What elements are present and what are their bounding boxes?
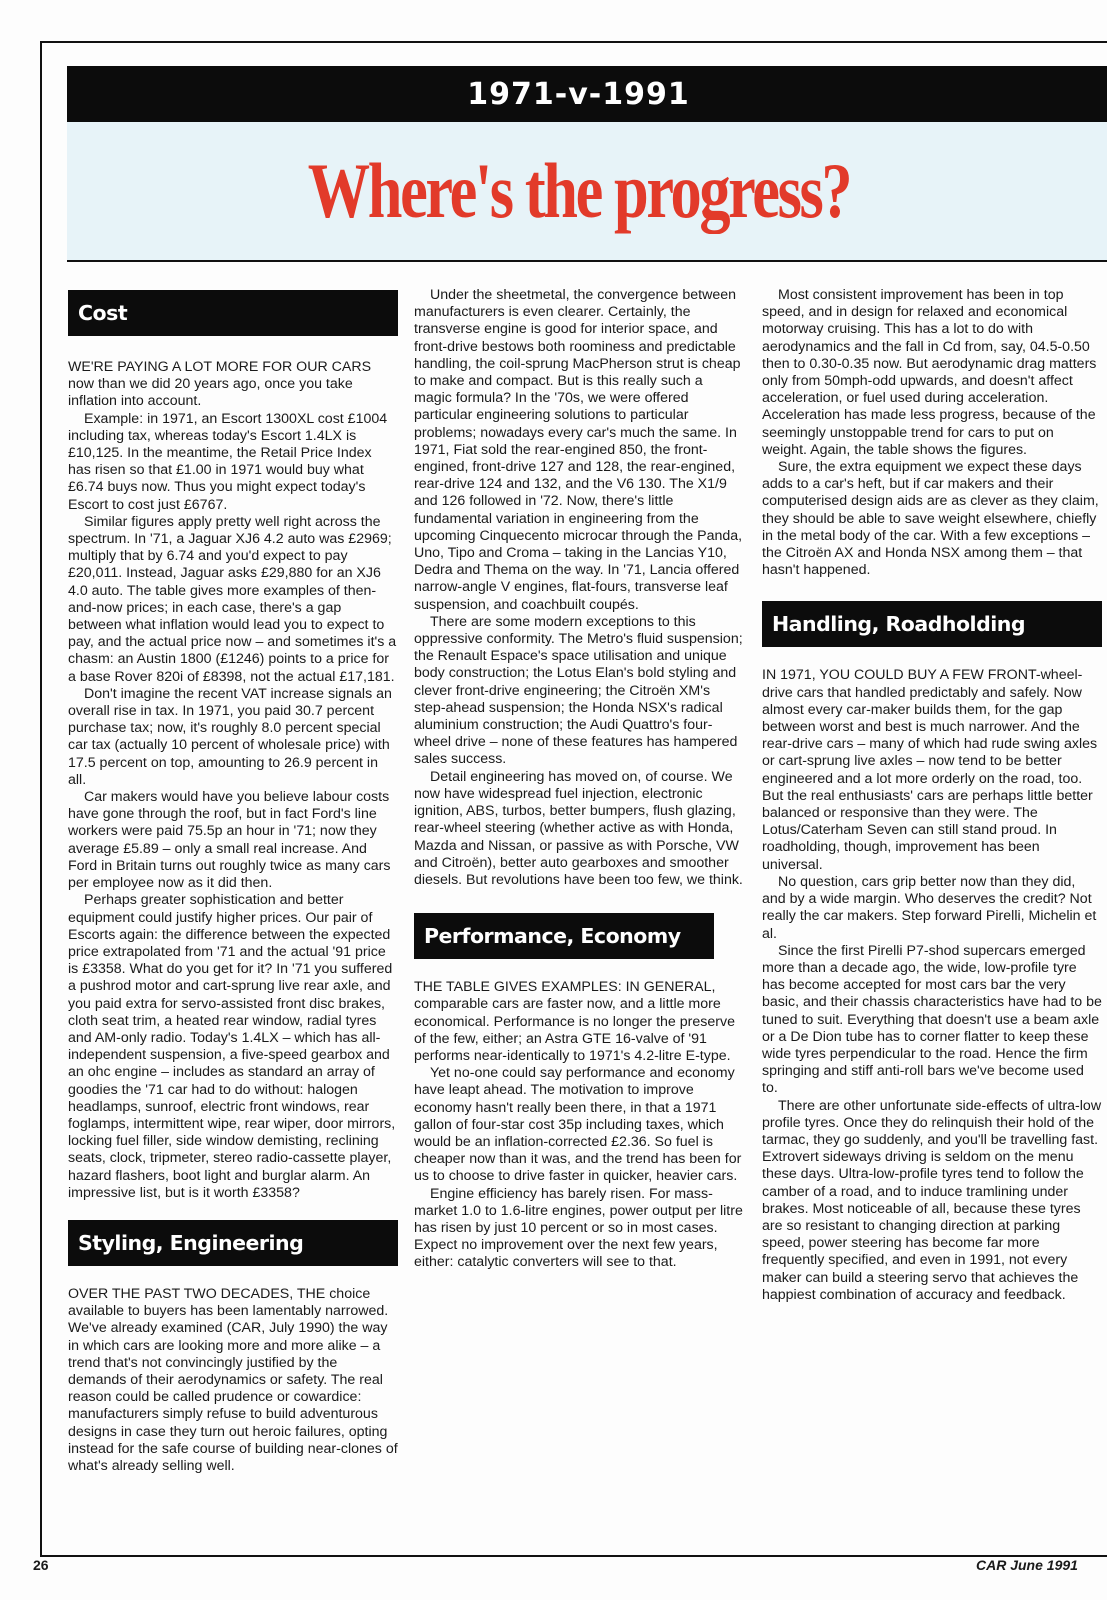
section-heading-styling: Styling, Engineering xyxy=(68,1220,398,1266)
kicker-bar xyxy=(67,66,1107,122)
body-paragraph: Similar figures apply pretty well right across the spectrum. In '71, a Jaguar XJ6 4.2 auto was £2969; multiply that by 6.74 and you'd expect to pay £20,011. Instead, Jaguar asks £29,880 for an XJ6 4.0 auto. The table gives more examples of then-and-now prices; in each case, there's a gap between what inflation would lead you to expect to pay, and the actual price now – and sometimes it's a chasm: an Austin 1800 (£1246) points to a price for a base Rover 820i of £8398, not the actual £17,181. xyxy=(68,513,397,685)
body-paragraph: There are other unfortunate side-effects of ultra-low profile tyres. Once they do relinquish their hold of the tarmac, they go suddenly, and you'll be travelling fast. Extrovert sideways driving is seldom on the menu these days. Ultra-low-profile tyres tend to follow the camber of a road, and to induce tramlining under brakes. Most noticeable of all, because these tyres are so resistant to changing direction at parking speed, power steering has become far more frequently specified, and even in 1991, not every maker can build a steering servo that achieves the happiest combination of accuracy and feedback. xyxy=(762,1097,1102,1303)
body-paragraph: Engine efficiency has barely risen. For mass-market 1.0 to 1.6-litre engines, power output per litre has risen by just 10 percent or so in most cases. Expect no improvement over the next few years, either: catalytic converters will see to that. xyxy=(414,1185,743,1271)
kicker: 1971-v-1991 xyxy=(467,76,690,112)
body-paragraph: Example: in 1971, an Escort 1300XL cost £1004 including tax, whereas today's Escort 1.4LX is £10,125. In the meantime, the Retail Price Index has risen so that £1.00 in 1971 would buy what £6.74 buys now. Thus you might expect today's Escort to cost just £6767. xyxy=(68,410,388,513)
issue-line: CAR June 1991 xyxy=(976,1557,1078,1573)
section-heading-performance: Performance, Economy xyxy=(414,913,714,959)
body-paragraph: Sure, the extra equipment we expect these days adds to a car's heft, but if car makers and their computerised design aids are as clever as they claim, they should be able to save weight elsewhere, chiefly in the metal body of the car. With a few exceptions – the Citroën AX and Honda NSX among them – that hasn't happened. xyxy=(762,459,1099,579)
body-paragraph: No question, cars grip better now than they did, and by a wide margin. Who deserves the credit? Not really the car makers. Step forward Pirelli, Michelin et al. xyxy=(762,873,1097,942)
body-paragraph: Yet no-one could say performance and economy have leapt ahead. The motivation to improve economy hasn't really been there, in that a 1971 gallon of four-star cost 35p including taxes, which would be an inflation-corrected £2.36. So fuel is cheaper now than it was, and the trend has been for us to choose to drive faster in quicker, heavier cars. xyxy=(414,1065,742,1185)
body-paragraph: WE'RE PAYING A LOT MORE FOR OUR CARS now than we did 20 years ago, once you take inflation into account. xyxy=(68,359,372,410)
body-paragraph: There are some modern exceptions to this oppressive conformity. The Metro's fluid suspension; the Renault Espace's space utilisation and unique body construction; the Lotus Elan's bold styling and clever front-drive engineering; the Citroën XM's step-ahead suspension; the Honda NSX's radical aluminium construction; the Audi Quattro's four-wheel drive – none of these features has hampered sales success. xyxy=(414,613,743,768)
body-paragraph: Since the first Pirelli P7-shod supercars emerged more than a decade ago, the wide, low-profile tyre has become accepted for most cars bar the very basic, and their chassis characteristics have had to be tuned to suit. Everything that doesn't use a beam axle or a De Dion tube has to corner flatter to keep these wide tyres perpendicular to the road. Hence the firm springing and stiff anti-roll bars we've become used to. xyxy=(762,942,1102,1097)
column-3 xyxy=(762,287,1102,1304)
body-paragraph: OVER THE PAST TWO DECADES, THE choice available to buyers has been lamentably narrowed. We've already examined (CAR, July 1990) the way in which cars are looking more and more alike – a trend that's not convincingly justified by the demands of their aerodynamics or safety. The real reason could be called prudence or cowardice: manufacturers simply refuse to build adventurous designs in case they turn out heroic failures, opting instead for the safe course of building near-clones of what's already selling well. xyxy=(68,1285,398,1474)
section-heading-handling: Handling, Roadholding xyxy=(762,601,1102,647)
body-paragraph: THE TABLE GIVES EXAMPLES: IN GENERAL, comparable cars are faster now, and a little more economical. Performance is no longer the preserve of the few, either; an Astra GTE 16-valve of '91 performs near-identically to 1971's 4.2-litre E-type. xyxy=(414,979,735,1064)
body-paragraph: Perhaps greater sophistication and better equipment could justify higher prices. Our pair of Escorts again: the difference between the expected price extrapolated from '71 and the actual '91 price is £3358. What do you get for it? In '71 you suffered a pushrod motor and cart-sprung live rear axle, and you paid extra for servo-assisted front disc brakes, cloth seat trim, a heated rear window, radial tyres and AM-only radio. Today's 1.4LX – which has all-independent suspension, a five-speed gearbox and an ohc engine – includes as standard an array of goodies the '71 car had to do without: halogen headlamps, sunroof, electric front windows, rear foglamps, intermittent wipe, rear wiper, door mirrors, locking fuel filler, side window demisting, reclining seats, clock, tripmeter, stereo radio-cassette player, hazard flashers, boot light and burglar alarm. An impressive list, but is it worth £3358? xyxy=(68,892,396,1201)
body-paragraph: Most consistent improvement has been in top speed, and in design for relaxed and economical motorway cruising. This has a lot to do with aerodynamics and the fall in Cd from, say, 04.5-0.50 then to 0.30-0.35 now. But aerodynamic drag matters only from 50mph-odd upwards, and doesn't affect acceleration, or fuel used during acceleration. Acceleration has made less progress, because of the seemingly unstoppable trend for cars to put on weight. Again, the table shows the figures. xyxy=(762,287,1097,458)
headline: Where's the progress? xyxy=(307,147,850,234)
column-1 xyxy=(68,287,398,1475)
column-2 xyxy=(414,287,744,1272)
body-paragraph: IN 1971, YOU COULD BUY A FEW FRONT-wheel-drive cars that handled predictably and safely. Now almost every car-maker builds them, for the gap between worst and best is much narrower. And the rear-drive cars – many of which had rude swing axles or cart-sprung live axles – now tend to be better engineered and a lot more orderly on the road, too. But the real enthusiasts' cars are perhaps little better balanced or responsive than they were. The Lotus/Caterham Seven can still stand proud. In roadholding, though, improvement has been universal. xyxy=(762,667,1098,873)
body-paragraph: Under the sheetmetal, the convergence between manufacturers is even clearer. Certainly, the transverse engine is good for interior space, and front-drive bestows both roominess and predictable handling, the coil-sprung MacPherson strut is cheap to make and compact. But is this really such a magic formula? In the '70s, we were offered particular engineering solutions to particular problems; nowadays every car's much the same. In 1971, Fiat sold the rear-engined 850, the front-engined, front-drive 127 and 128, the rear-engined, rear-drive 124 and 132, and the V6 130. The X1/9 and 126 followed in '72. Now, there's little fundamental variation in engineering from the upcoming Cinquecento microcar through the Panda, Uno, Tipo and Croma – taking in the Lancias Y10, Dedra and Thema on the way. In '71, Lancia offered narrow-angle V engines, flat-fours, transverse leaf suspension, and coachbuilt coupés. xyxy=(414,287,743,613)
body-paragraph: Don't imagine the recent VAT increase signals an overall rise in tax. In 1971, you paid 30.7 percent purchase tax; now, it's roughly 8.0 percent special car tax (actually 10 percent of wholesale price) with 17.5 percent on top, amounting to 26.9 percent in all. xyxy=(68,685,392,788)
body-paragraph: Car makers would have you believe labour costs have gone through the roof, but in fact Ford's line workers were paid 75.5p an hour in '71; now they average £5.89 – only a small real increase. And Ford in Britain turns out roughly twice as many cars per employee now as it did then. xyxy=(68,789,391,892)
page-number: 26 xyxy=(33,1557,49,1573)
headline-panel xyxy=(67,122,1107,262)
body-paragraph: Detail engineering has moved on, of course. We now have widespread fuel injection, electronic ignition, ABS, turbos, better bumpers, flush glazing, rear-wheel steering (whether active as with Honda, Mazda and Nissan, or passive as with Porsche, VW and Citroën), better auto gearboxes and smoother diesels. But revolutions have been too few, we think. xyxy=(414,768,743,888)
section-heading-cost: Cost xyxy=(68,290,398,336)
